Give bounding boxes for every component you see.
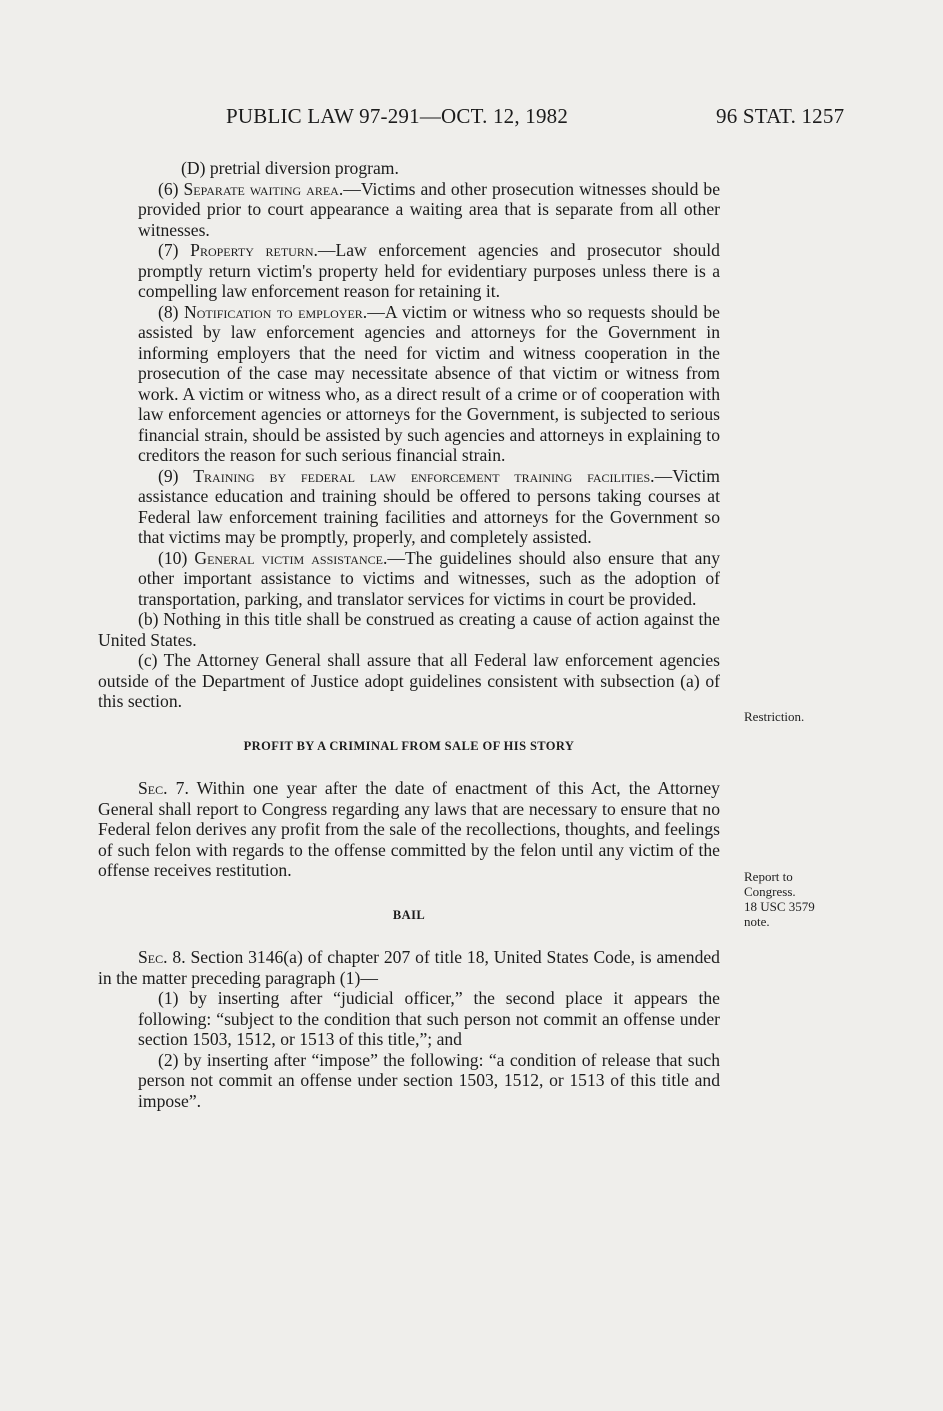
running-header-title: PUBLIC LAW 97-291—OCT. 12, 1982 [226, 104, 569, 128]
section-8-heading: BAIL [392, 907, 426, 922]
section-7-heading: PROFIT BY A CRIMINAL FROM SALE OF HIS STORY [243, 738, 575, 753]
paragraph-10 [98, 548, 720, 610]
section-7-label: Sec. 7. [138, 778, 189, 798]
section-7-body [98, 778, 720, 881]
paragraph-10-caption: General victim assistance. [194, 547, 388, 568]
paragraph-6-number: (6) [158, 178, 184, 199]
margin-note-report-line-2: Congress. [744, 884, 796, 899]
section-8-body [98, 947, 720, 988]
subsection-b: (b) Nothing in this title shall be construed as creating a cause of action against the United States. [98, 609, 720, 650]
paragraph-10-text: —The guidelines should also ensure that any other important assistance to victims and witnesses, such as the adoption of transportation, parking, and translator services for victims in court be provided. [138, 547, 720, 609]
paragraph-7-number: (7) [158, 240, 191, 260]
subsection-c: (c) The Attorney General shall assure that all Federal law enforcement agencies outside of the Department of Justice adopt guidelines consistent with subsection (a) of this section. [98, 650, 720, 711]
paragraph-d: (D) pretrial diversion program. [181, 158, 399, 178]
page-number: 96 STAT. 1257 [716, 104, 845, 128]
margin-note-report [744, 869, 815, 929]
paragraph-9-number: (9) [158, 465, 194, 486]
paragraph-8-text: —A victim or witness who so requests should be assisted by law enforcement agencies and attorneys for the Government in informing employers that the need for victim and witness cooperation in the prosecution of the case may necessitate absence of that victim or witness from work. A victim or witness who, as a direct result of a crime or of cooperation with law enforcement agencies or attorneys for the Government, is subjected to serious financial strain, should be assisted by such agencies and attorneys in explaining to creditors the reason for such serious financial strain. [138, 301, 720, 465]
paragraph-7-caption: Property return. [190, 240, 318, 260]
paragraph-10-number: (10) [158, 547, 195, 568]
section-8-label: Sec. 8. [138, 947, 186, 967]
margin-note-report-line-3: 18 USC 3579 [744, 899, 815, 914]
paragraph-7-text: —Law enforcement agencies and prosecutor should promptly return victim's property held for evidentiary purposes unless there is a compelling law enforcement reason for retaining it. [138, 240, 720, 301]
paragraph-8 [98, 302, 720, 466]
paragraph-9 [98, 466, 720, 548]
margin-note-report-line-4: note. [744, 914, 770, 929]
paragraph-9-text: —Victim assistance education and training should be offered to persons taking courses at Federal law enforcement training facilities and attorneys for the Government so that victims may be promptly, properly, and completely assisted. [138, 465, 720, 547]
paragraph-8-number: (8) [158, 301, 185, 322]
paragraph-7 [98, 240, 720, 302]
section-8-text: Section 3146(a) of chapter 207 of title 18, United States Code, is amended in the matter preceding paragraph (1)— [98, 947, 720, 988]
margin-note-report-line-1: Report to [744, 869, 793, 884]
section-7-text: Within one year after the date of enactment of this Act, the Attorney General shall report to Congress regarding any laws that are necessary to ensure that no Federal felon derives any profit from the sale of the recollections, thoughts, and feelings of such felon with regards to the offense committed by the felon until any victim of the offense receives restitution. [98, 778, 720, 880]
paragraph-6 [98, 179, 720, 241]
main-text-column [98, 158, 720, 1111]
paragraph-6-caption: Separate waiting area. [183, 178, 344, 199]
paragraph-6-text: —Victims and other prosecution witnesses should be provided prior to court appearance a waiting area that is separate from all other witnesses. [138, 178, 721, 240]
section-8-item-2: (2) by inserting after “impose” the following: “a condition of release that such person not commit an offense under section 1503, 1512, or 1513 of this title and impose”. [138, 1049, 720, 1111]
section-8-item-1: (1) by inserting after “judicial officer,” the second place it appears the following: “subject to the condition that such person not commit an offense under section 1503, 1512, or 1513 of this title,”; and [138, 988, 720, 1049]
paragraph-8-caption: Notification to employer. [184, 301, 368, 322]
margin-note-restriction: Restriction. [744, 709, 805, 724]
paragraph-9-caption: Training by federal law enforcement training facilities. [193, 465, 655, 486]
